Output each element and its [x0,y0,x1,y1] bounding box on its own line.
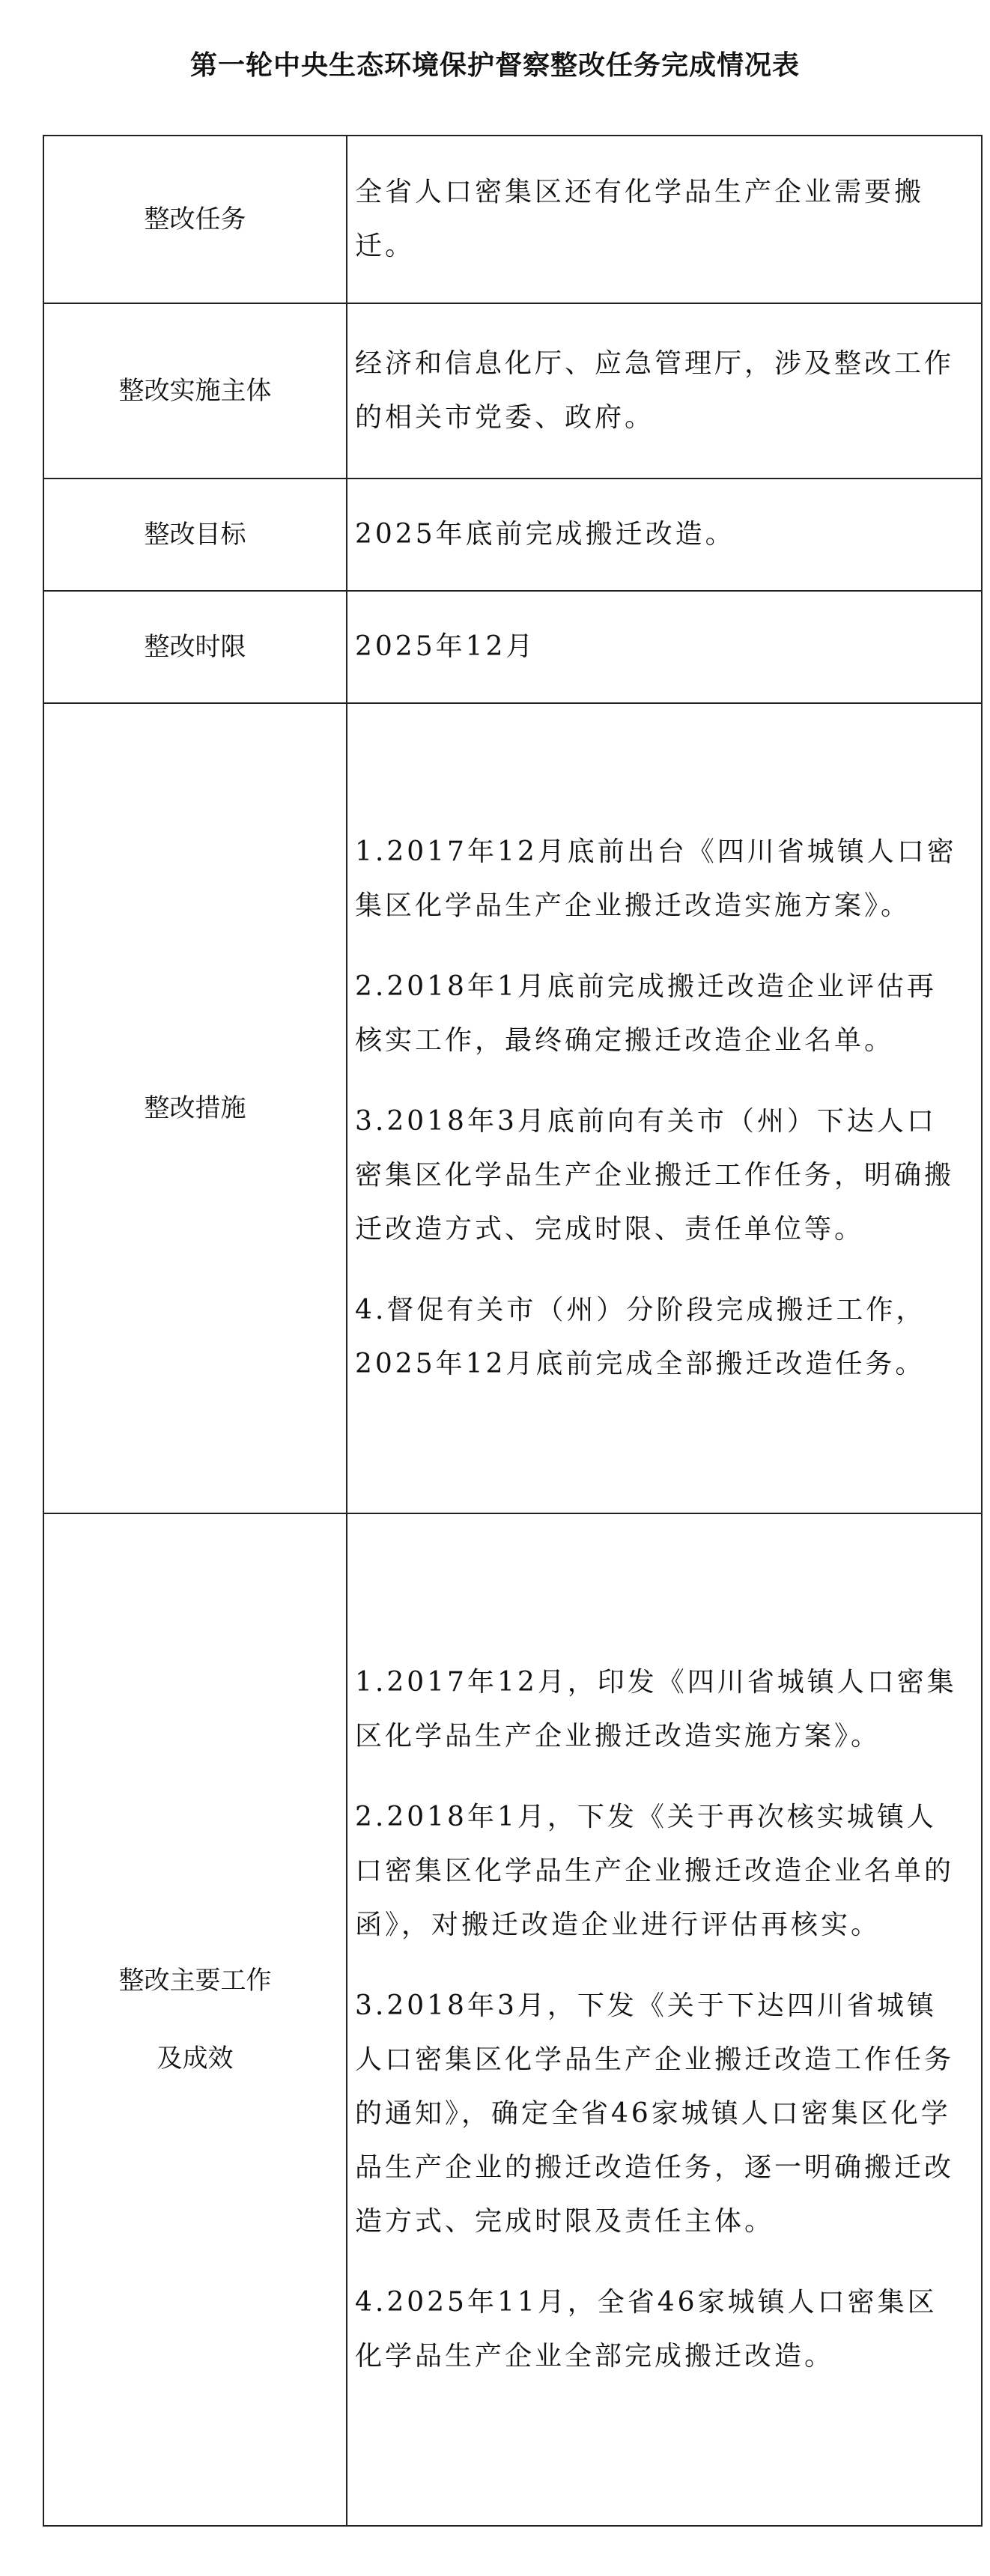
row-content-results [347,1513,982,2526]
row-content-deadline [347,591,982,703]
content-paragraph: 全省人口密集区还有化学品生产企业需要搬迁。 [355,177,925,261]
content-paragraph: 2025年12月 [355,631,536,662]
content-paragraph: 经济和信息化厅、应急管理厅，涉及整改工作的相关市党委、政府。 [355,348,955,433]
table-row-task [43,136,982,303]
table-row-goal [43,479,982,591]
row-label-results [43,1513,347,2526]
table-row-measures [43,703,982,1513]
content-paragraph: 2025年底前完成搬迁改造。 [355,519,735,550]
row-label-goal: 整改目标 [43,479,347,591]
row-label-task: 整改任务 [43,136,347,303]
table-row-implementer [43,303,982,479]
row-label-line: 整改主要工作 [118,1966,272,1996]
measure-item: 3.2018年3月底前向有关市（州）下达人口密集区化学品生产企业搬迁工作任务，明确搬迁改造方式、完成时限、责任单位等。 [355,1106,955,1245]
row-label-line: 及成效 [157,2044,234,2074]
row-content-task [347,136,982,303]
result-item: 2.2018年1月，下发《关于再次核实城镇人口密集区化学品生产企业搬迁改造企业名单的函》，对搬迁改造企业进行评估再核实。 [355,1802,955,1940]
measure-item: 1.2017年12月底前出台《四川省城镇人口密集区化学品生产企业搬迁改造实施方案》。 [355,836,957,921]
row-label-deadline: 整改时限 [43,591,347,703]
row-content-measures [347,703,982,1513]
row-label-implementer: 整改实施主体 [43,303,347,479]
document-title: 第一轮中央生态环境保护督察整改任务完成情况表 [189,50,800,81]
measure-item: 4.督促有关市（州）分阶段完成搬迁工作，2025年12月底前完成全部搬迁改造任务。 [355,1295,926,1379]
row-label-measures: 整改措施 [43,703,347,1513]
result-item: 1.2017年12月，印发《四川省城镇人口密集区化学品生产企业搬迁改造实施方案》。 [355,1667,957,1752]
table-row-results [43,1513,982,2526]
measure-item: 2.2018年1月底前完成搬迁改造企业评估再核实工作，最终确定搬迁改造企业名单。 [355,971,937,1056]
rectification-table [43,135,983,2527]
row-content-goal [347,479,982,591]
result-item: 4.2025年11月，全省46家城镇人口密集区化学品生产企业全部完成搬迁改造。 [355,2287,938,2372]
table-row-deadline [43,591,982,703]
row-content-implementer [347,303,982,479]
result-item: 3.2018年3月，下发《关于下达四川省城镇人口密集区化学品生产企业搬迁改造工作任务的通知》，确定全省46家城镇人口密集区化学品生产企业的搬迁改造任务，逐一明确搬迁改造方式、完成时限及责任主体。 [355,1990,955,2237]
